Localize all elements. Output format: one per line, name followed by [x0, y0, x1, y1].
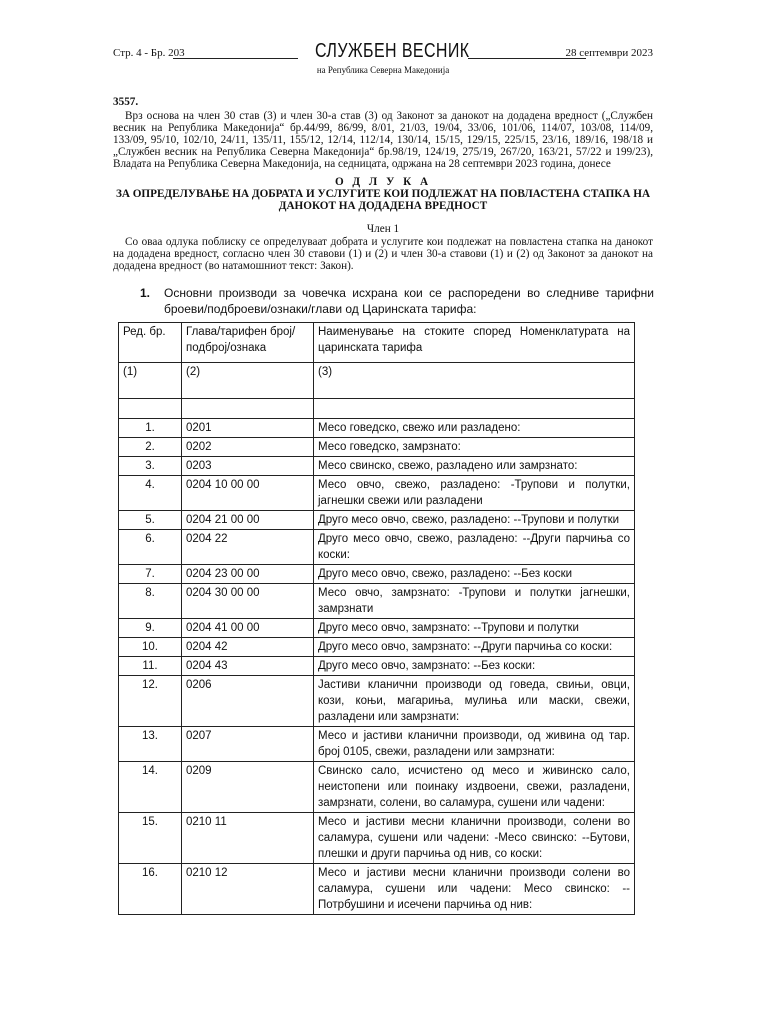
column-index-3: (3) [314, 363, 635, 399]
tariff-code-cell: 0207 [182, 727, 314, 762]
table-row [119, 476, 635, 511]
table-row [119, 419, 635, 438]
row-number-cell: 6. [119, 530, 182, 565]
table-body [119, 419, 635, 915]
tariff-code-cell: 0204 43 [182, 657, 314, 676]
table-row [119, 762, 635, 813]
tariff-code-cell: 0210 11 [182, 813, 314, 864]
row-number-cell: 8. [119, 584, 182, 619]
tariff-code-cell: 0204 30 00 00 [182, 584, 314, 619]
page-reference: Стр. 4 - Бр. 203 [113, 47, 185, 59]
table-row [119, 864, 635, 915]
description-cell: Месо говедско, свежо или разладено: [314, 419, 635, 438]
description-cell: Јастиви кланични производи од говеда, свињи, овци, кози, коњи, магариња, мулиња или маски, свежи, разладени или замрзнати: [314, 676, 635, 727]
row-number-cell: 7. [119, 565, 182, 584]
row-number-cell: 14. [119, 762, 182, 813]
description-cell: Месо овчо, замрзнато: -Трупови и полутки јагнешки, замрзнати [314, 584, 635, 619]
tariff-code-cell: 0204 41 00 00 [182, 619, 314, 638]
spacer-cell [314, 399, 635, 419]
decision-title: О Д Л У К А [334, 176, 432, 188]
column-header-code: Глава/тарифен број/подброј/ознака [182, 323, 314, 363]
spacer-cell [182, 399, 314, 419]
spacer-cell [119, 399, 182, 419]
table-row [119, 676, 635, 727]
article1-heading: Член 1 [366, 223, 400, 235]
description-cell: Друго месо овчо, замрзнато: --Други парчиња со коски: [314, 638, 635, 657]
tariff-code-cell: 0204 10 00 00 [182, 476, 314, 511]
row-number-cell: 4. [119, 476, 182, 511]
row-number-cell: 12. [119, 676, 182, 727]
article1-text: Со оваа одлука поблиску се определуваат добрата и услугите кои подлежат на повластена стапка на данокот на додадена вредност, согласно член 30 ставови (1) и (2) и член 30-а ставови (1) и (2) од Законот за данокот на додадена вредност (во натамошниот текст: Закон). [113, 236, 653, 272]
header-rule-left [173, 58, 298, 59]
row-number-cell: 16. [119, 864, 182, 915]
tariff-code-cell: 0209 [182, 762, 314, 813]
row-number-cell: 9. [119, 619, 182, 638]
table-row [119, 727, 635, 762]
table-spacer-row [119, 399, 635, 419]
tariff-code-cell: 0204 23 00 00 [182, 565, 314, 584]
table-row [119, 619, 635, 638]
row-number-cell: 15. [119, 813, 182, 864]
column-header-description: Наименување на стоките според Номенклатурата на царинската тарифа [314, 323, 635, 363]
row-number-cell: 10. [119, 638, 182, 657]
description-cell: Месо говедско, замрзнато: [314, 438, 635, 457]
masthead [298, 40, 468, 75]
row-number-cell: 2. [119, 438, 182, 457]
decision-subtitle-line1: ЗА ОПРЕДЕЛУВАЊЕ НА ДОБРАТА И УСЛУГИТЕ КОИ ПОДЛЕЖАТ НА ПОВЛАСТЕНА СТАПКА НА [115, 188, 651, 200]
row-number-cell: 1. [119, 419, 182, 438]
preamble: Врз основа на член 30 став (3) и член 30-а став (3) од Законот за данокот на додадена вредност („Службен весник на Република Македонија“ бр.44/99, 86/99, 8/01, 21/03, 19/04, 33/06, 101/06, 114/07, 103/08, 114/09, 133/09, 95/10, 102/10, 24/11, 135/11, 155/12, 12/14, 112/14, 130/14, 15/15, 129/15, 225/15, 23/16, 189/16, 198/18 и „Службен весник на Република Северна Македонија“ бр.98/19, 124/19, 275/19, 267/20, 163/21, 57/22 и 199/23), Владата на Република Северна Македонија, на седницата, одржана на 28 септември 2023 година, донесе [113, 110, 653, 170]
tariff-code-cell: 0203 [182, 457, 314, 476]
tariff-code-cell: 0204 21 00 00 [182, 511, 314, 530]
table-header-row [119, 323, 635, 363]
article-number: 3557. [113, 96, 139, 108]
table-row [119, 457, 635, 476]
description-cell: Друго месо овчо, замрзнато: --Без коски: [314, 657, 635, 676]
tariff-code-cell: 0201 [182, 419, 314, 438]
tariff-code-cell: 0210 12 [182, 864, 314, 915]
table-row [119, 584, 635, 619]
description-cell: Месо и јастиви месни кланични производи солени во саламура, сушени или чадени: Месо свинско: --Потрбушини и исечени парчиња од нив: [314, 864, 635, 915]
masthead-title: СЛУЖБЕН ВЕСНИК [315, 40, 470, 62]
description-cell: Месо свинско, свежо, разладено или замрзнато: [314, 457, 635, 476]
list-item-number: 1. [140, 286, 151, 300]
page-header [113, 40, 653, 84]
description-cell: Месо и јастиви месни кланични производи, солени во саламура, сушени или чадени: -Месо свинско: --Бутови, плешки и други парчиња од нив, со коски: [314, 813, 635, 864]
masthead-subtitle: на Република Северна Македонија [316, 65, 450, 75]
issue-date: 28 септември 2023 [565, 47, 653, 59]
tariff-code-cell: 0202 [182, 438, 314, 457]
column-index-1: (1) [119, 363, 182, 399]
list-item-text: Основни производи за човечка исхрана кои се распоредени во следниве тарифни броеви/подброеви/ознаки/глави од Царинската тарифа: [164, 286, 654, 316]
description-cell: Друго месо овчо, свежо, разладено: --Без коски [314, 565, 635, 584]
tariff-code-cell: 0204 22 [182, 530, 314, 565]
table-row [119, 438, 635, 457]
tariff-code-cell: 0204 42 [182, 638, 314, 657]
table-row [119, 638, 635, 657]
description-cell: Друго месо овчо, свежо, разладено: --Други парчиња со коски: [314, 530, 635, 565]
table-row [119, 530, 635, 565]
row-number-cell: 5. [119, 511, 182, 530]
description-cell: Друго месо овчо, замрзнато: --Трупови и полутки [314, 619, 635, 638]
table-row [119, 657, 635, 676]
row-number-cell: 3. [119, 457, 182, 476]
table-row [119, 511, 635, 530]
tariff-table [118, 322, 635, 915]
table-row [119, 565, 635, 584]
decision-subtitle-line2: ДАНОКОТ НА ДОДАДЕНА ВРЕДНОСТ [278, 200, 488, 212]
description-cell: Друго месо овчо, свежо, разладено: --Трупови и полутки [314, 511, 635, 530]
description-cell: Месо и јастиви кланични производи, од живина од тар. број 0105, свежи, разладени или замрзнати: [314, 727, 635, 762]
column-index-2: (2) [182, 363, 314, 399]
column-header-number: Ред. бр. [119, 323, 182, 363]
table-column-numbers-row [119, 363, 635, 399]
tariff-code-cell: 0206 [182, 676, 314, 727]
description-cell: Месо овчо, свежо, разладено: -Трупови и полутки, јагнешки свежи или разладени [314, 476, 635, 511]
row-number-cell: 11. [119, 657, 182, 676]
table-row [119, 813, 635, 864]
description-cell: Свинско сало, исчистено од месо и живинско сало, неистопени или поинаку издвоени, свежи, разладени, замрзнати, солени, во саламура, сушени или чадени: [314, 762, 635, 813]
row-number-cell: 13. [119, 727, 182, 762]
